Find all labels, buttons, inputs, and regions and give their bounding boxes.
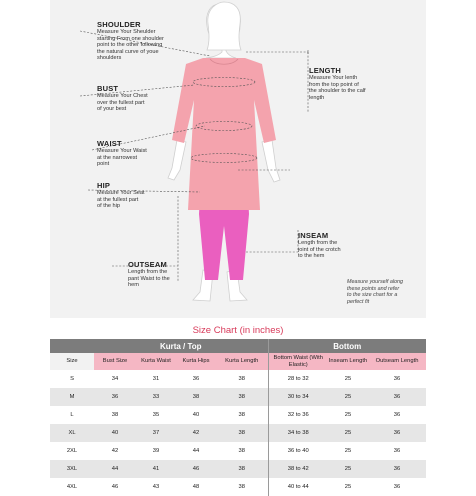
inseam-desc-line: joint of the crotch [298, 246, 341, 253]
bust-title: BUST [97, 84, 119, 93]
hip-desc-line: at the fullest part [97, 196, 139, 203]
column-header-size: Size [50, 353, 94, 370]
cell-kurta-waist: 37 [136, 424, 176, 442]
measurement-figure-panel [50, 0, 426, 318]
cell-size: 4XL [50, 478, 94, 496]
cell-kurta-waist: 33 [136, 388, 176, 406]
cell-outseam: 36 [368, 478, 426, 496]
table-row [50, 388, 426, 406]
column-header-inseam: Inseam Length [328, 353, 368, 370]
cell-outseam: 36 [368, 370, 426, 388]
column-header-row [50, 353, 426, 370]
length-label [309, 66, 366, 101]
column-header-kurta-waist: Kurta Waist [136, 353, 176, 370]
cell-inseam: 25 [328, 406, 368, 424]
cell-inseam: 25 [328, 424, 368, 442]
outseam-desc-line: hem [128, 282, 139, 289]
length-desc-line: length [309, 94, 325, 101]
hip-label [97, 181, 145, 210]
fit-note-line: these points and refer [347, 285, 400, 292]
cell-kurta-hips: 42 [176, 424, 216, 442]
table-row [50, 478, 426, 496]
column-header-outseam: Outseam Length [368, 353, 426, 370]
outseam-title: OUTSEAM [128, 260, 167, 269]
cell-bottom-waist: 36 to 40 [268, 442, 328, 460]
shoulder-title: SHOULDER [97, 20, 141, 29]
size-chart-title: Size Chart (in inches) [192, 325, 284, 336]
shoulder-desc-line: point to the other following [97, 42, 163, 49]
bust-desc-line: of your best [97, 106, 127, 113]
cell-size: M [50, 388, 94, 406]
length-title: LENGTH [309, 66, 342, 75]
group-header-kurta: Kurta / Top [94, 339, 268, 353]
cell-bust: 38 [94, 406, 136, 424]
cell-kurta-hips: 46 [176, 460, 216, 478]
bust-desc-line: over the fullest part [97, 99, 145, 106]
group-header-row [50, 339, 426, 353]
table-row [50, 460, 426, 478]
cell-bottom-waist: 30 to 34 [268, 388, 328, 406]
cell-size: 2XL [50, 442, 94, 460]
shoulder-desc-line: Measure Your Sheulder [97, 29, 156, 35]
cell-kurta-length: 38 [216, 370, 268, 388]
cell-bust: 44 [94, 460, 136, 478]
column-header-kurta-length: Kurta Length [216, 353, 268, 370]
cell-size: L [50, 406, 94, 424]
column-header-bust: Bust Size [94, 353, 136, 370]
cell-kurta-hips: 36 [176, 370, 216, 388]
cell-bust: 34 [94, 370, 136, 388]
size-rows [50, 370, 426, 496]
shoulder-desc-line: shoulders [97, 55, 122, 62]
shoulder-desc-line: the natural curve of youe [97, 48, 159, 55]
cell-bottom-waist: 28 to 32 [268, 370, 328, 388]
cell-inseam: 25 [328, 370, 368, 388]
cell-inseam: 25 [328, 442, 368, 460]
length-desc-line: from the top point of [309, 81, 359, 88]
inseam-title: INSEAM [298, 231, 329, 240]
outseam-desc-line: pant Waist to the [128, 275, 170, 282]
waist-desc-line: Measure Your Waist [97, 148, 147, 154]
waist-desc-line: at the narrowest [97, 154, 138, 161]
cell-outseam: 36 [368, 406, 426, 424]
cell-size: XL [50, 424, 94, 442]
inseam-label [298, 231, 341, 260]
hip-title: HIP [97, 181, 111, 190]
hair-shape [207, 2, 241, 50]
table-row [50, 406, 426, 424]
cell-bottom-waist: 34 to 38 [268, 424, 328, 442]
cell-inseam: 25 [328, 460, 368, 478]
column-header-kurta-hips: Kurta Hips [176, 353, 216, 370]
cell-outseam: 36 [368, 442, 426, 460]
table-row [50, 370, 426, 388]
cell-kurta-length: 38 [216, 424, 268, 442]
shoulder-label [97, 20, 164, 62]
cell-size: 3XL [50, 460, 94, 478]
waist-label [97, 139, 147, 168]
cell-kurta-length: 38 [216, 406, 268, 424]
cell-kurta-hips: 40 [176, 406, 216, 424]
cell-kurta-waist: 39 [136, 442, 176, 460]
cell-bottom-waist: 40 to 44 [268, 478, 328, 496]
group-header-bottom: Bottom [268, 339, 426, 353]
fit-note-line: perfect fit [347, 298, 370, 305]
cell-outseam: 36 [368, 388, 426, 406]
cell-outseam: 36 [368, 460, 426, 478]
kurta-shape [172, 58, 276, 210]
inseam-desc-line: to the hem [298, 253, 325, 260]
cell-inseam: 25 [328, 388, 368, 406]
fit-note-line: to the size chart for a [347, 292, 398, 298]
fit-note-line: Measure yourself along [347, 279, 404, 285]
table-row [50, 442, 426, 460]
hip-desc-line: of the hip [97, 203, 121, 210]
cell-bottom-waist: 38 to 42 [268, 460, 328, 478]
outseam-desc-line: Length from the [128, 269, 168, 275]
cell-size: S [50, 370, 94, 388]
cell-bust: 46 [94, 478, 136, 496]
length-desc-line: Measure Your lenth [309, 75, 358, 81]
cell-inseam: 25 [328, 478, 368, 496]
cell-kurta-waist: 35 [136, 406, 176, 424]
length-desc-line: the shoulder to the calf [309, 88, 366, 95]
fit-note [347, 279, 403, 305]
cell-bust: 42 [94, 442, 136, 460]
size-chart-table [50, 339, 426, 496]
cell-kurta-length: 38 [216, 442, 268, 460]
bust-desc-line: Measure Your Chest [97, 93, 148, 99]
cell-kurta-length: 38 [216, 478, 268, 496]
cell-kurta-waist: 31 [136, 370, 176, 388]
cell-bust: 36 [94, 388, 136, 406]
cell-bottom-waist: 32 to 36 [268, 406, 328, 424]
group-header-blank [50, 339, 94, 353]
cell-bust: 40 [94, 424, 136, 442]
cell-kurta-waist: 43 [136, 478, 176, 496]
column-header-bottom-waist: Bottom Waist (With Elastic) [268, 353, 328, 370]
bust-label [97, 84, 148, 113]
cell-outseam: 36 [368, 424, 426, 442]
waist-title: WAIST [97, 139, 122, 148]
cell-kurta-length: 38 [216, 388, 268, 406]
cell-kurta-hips: 38 [176, 388, 216, 406]
cell-kurta-length: 38 [216, 460, 268, 478]
waist-desc-line: point [97, 161, 110, 168]
inseam-desc-line: Length from the [298, 240, 338, 246]
shoulder-desc-line: starting From one shoulder [97, 35, 164, 42]
outseam-label [128, 260, 170, 289]
cell-kurta-hips: 48 [176, 478, 216, 496]
cell-kurta-waist: 41 [136, 460, 176, 478]
hip-desc-line: Measure Your Seat [97, 190, 145, 196]
cell-kurta-hips: 44 [176, 442, 216, 460]
table-row [50, 424, 426, 442]
